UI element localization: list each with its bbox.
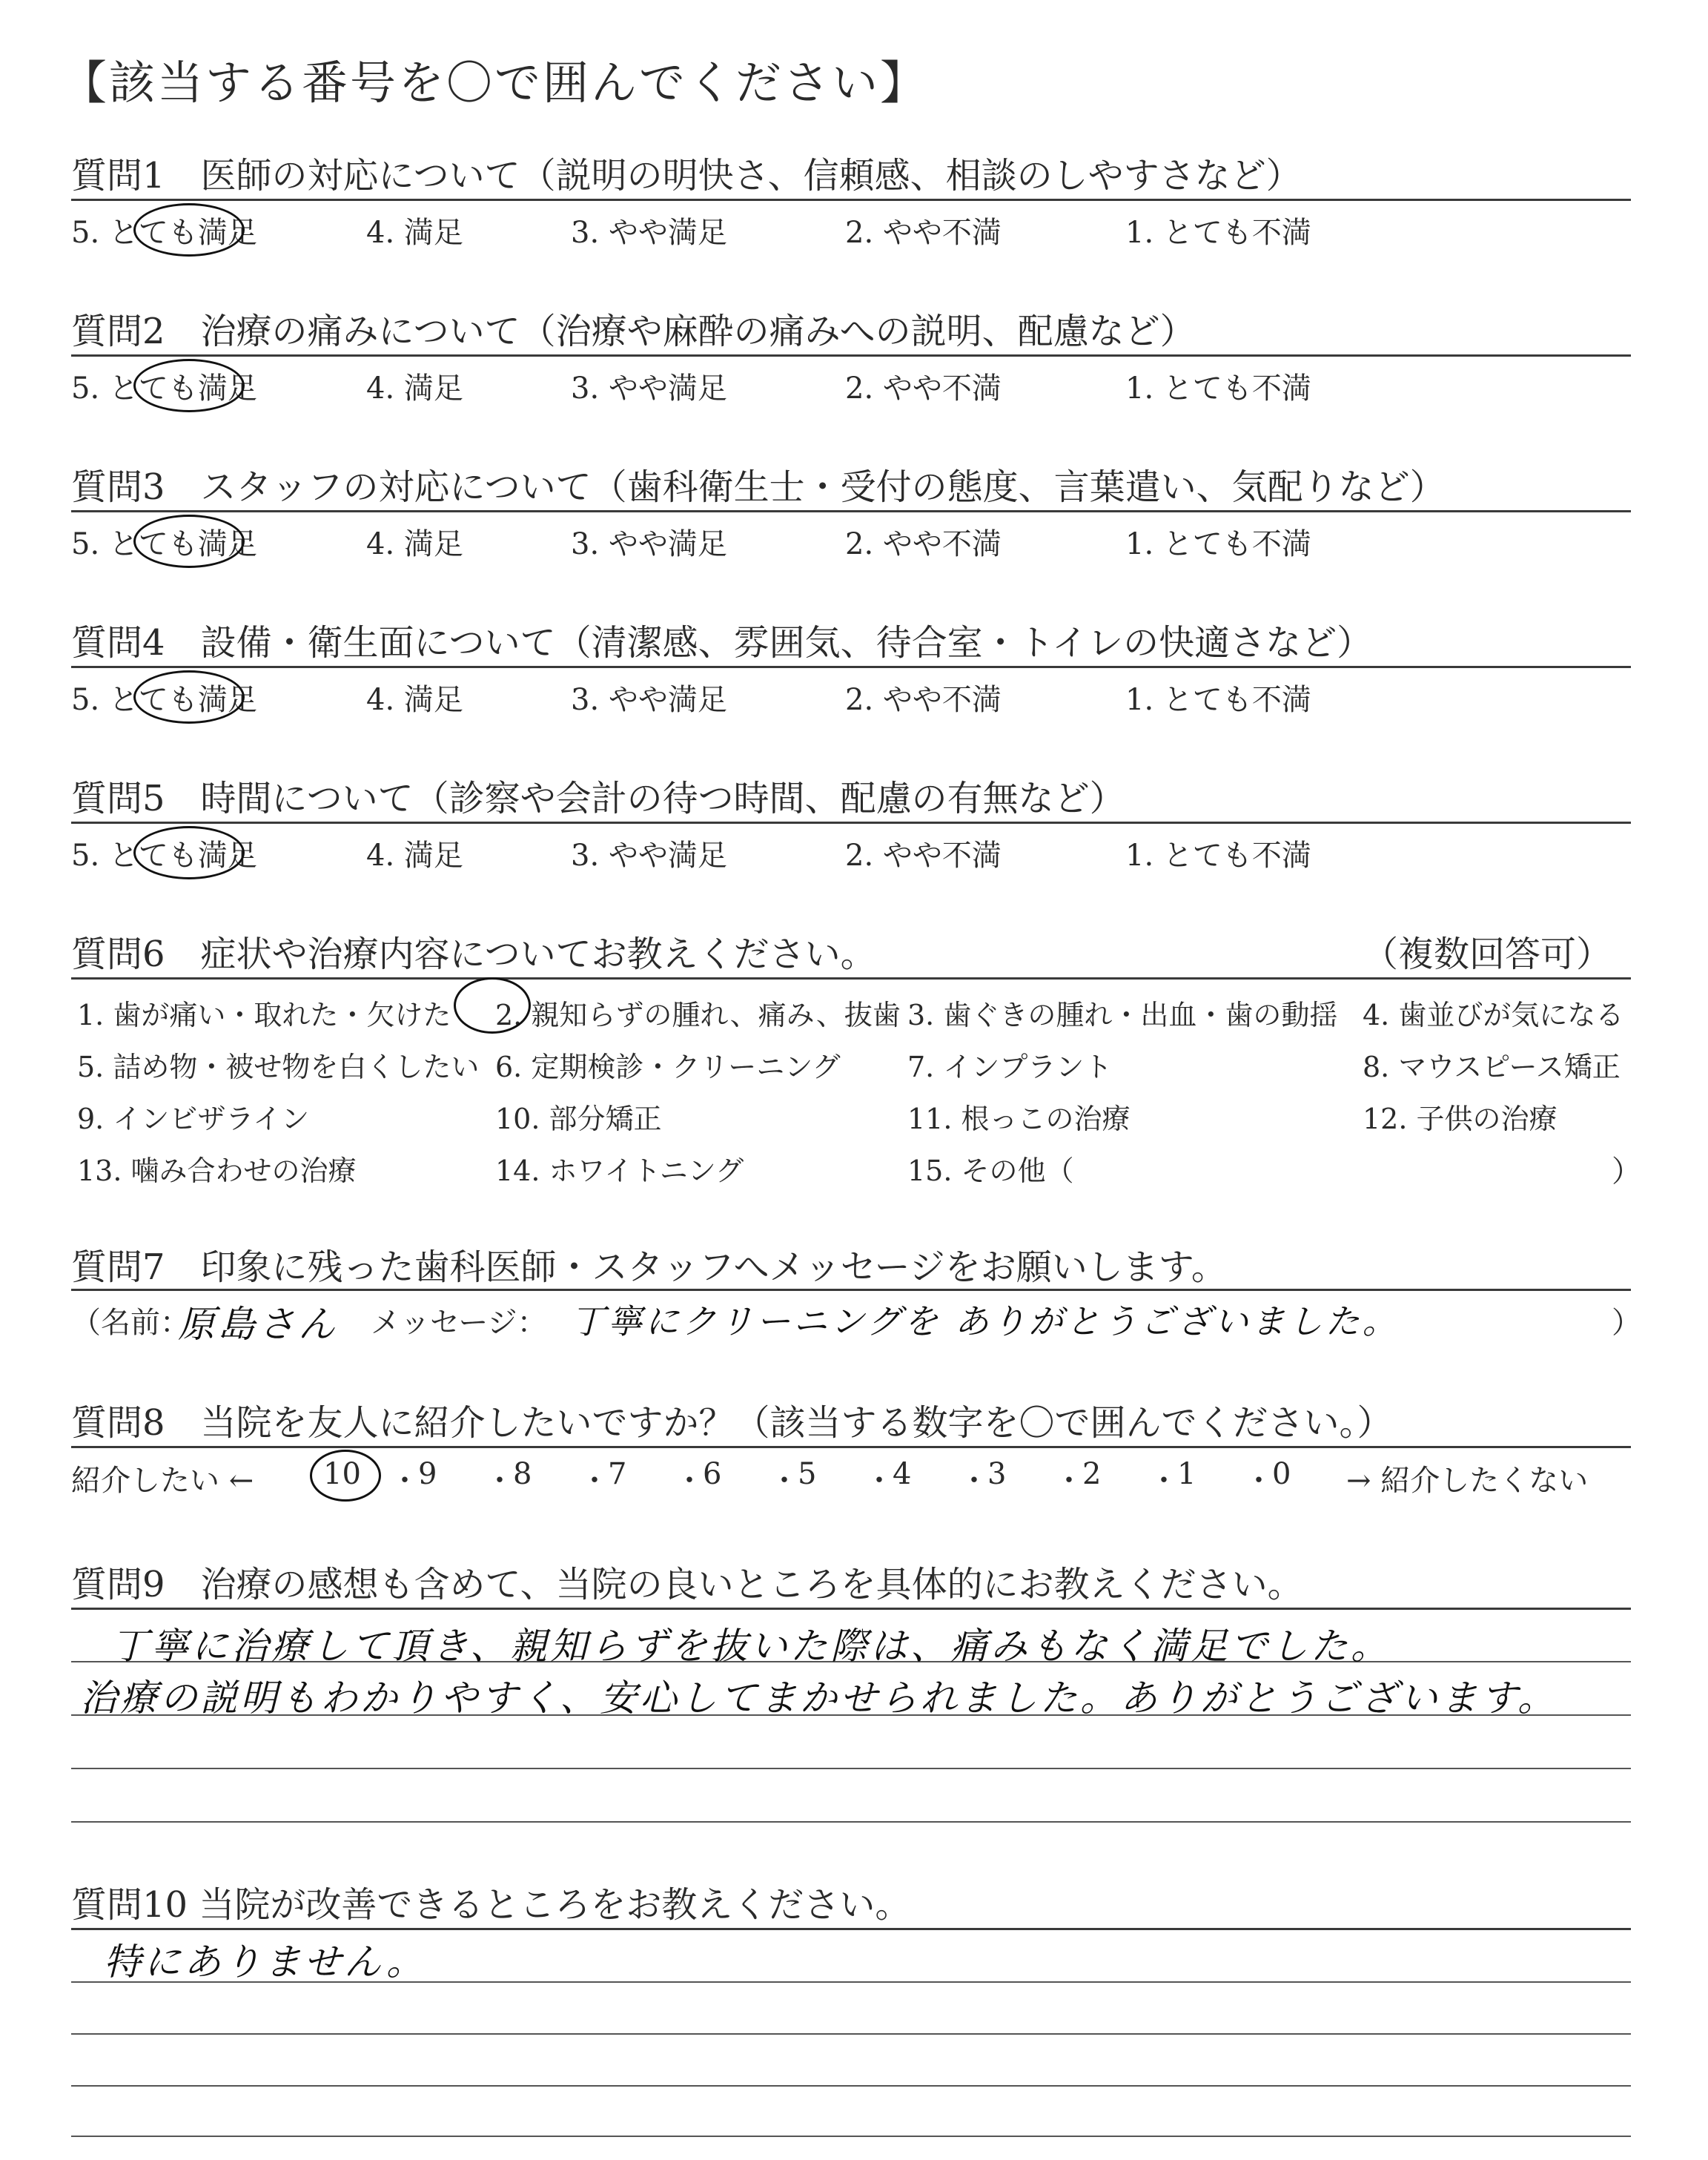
q7-message-value: 丁寧にクリーニングを ありがとうございました。 [571,1301,1400,1341]
q8-option-7[interactable]: 7 [608,1457,627,1491]
q8-option-3[interactable]: 3 [987,1457,1007,1491]
q2-option-1[interactable]: 1. とても不満 [1125,371,1311,406]
q10-rule-1 [71,1928,1631,1930]
q8-option-1[interactable]: 1 [1177,1457,1196,1491]
q6-option-3[interactable]: 3. 歯ぐきの腫れ・出血・歯の動揺 [907,999,1338,1031]
q9-rule-5 [71,1821,1631,1823]
q3-title: 質問3 スタッフの対応について（歯科衛生士・受付の態度、言葉遣い、気配りなど） [71,466,1446,508]
page-header: 【該当する番号を〇で囲んでください】 [61,56,929,110]
q8-separator-dot: ・ [769,1464,799,1498]
q5-option-1[interactable]: 1. とても不満 [1125,839,1311,873]
q6-selection-circle [454,977,531,1034]
q7-title: 質問7 印象に残った歯科医師・スタッフへメッセージをお願いします。 [71,1246,1227,1288]
q6-option-1[interactable]: 1. 歯が痛い・取れた・欠けた [77,999,451,1031]
q5-title: 質問5 時間について（診察や会計の待つ時間、配慮の有無など） [71,778,1125,819]
q4-option-3[interactable]: 3. やや満足 [571,683,727,717]
q10-title: 質問10 当院が改善できるところをお教えください。 [71,1884,911,1926]
q2-title: 質問2 治療の痛みについて（治療や麻酔の痛みへの説明、配慮など） [71,311,1196,352]
q3-option-4[interactable]: 4. 満足 [366,527,463,561]
q8-option-9[interactable]: 9 [418,1457,437,1491]
q8-option-8[interactable]: 8 [513,1457,532,1491]
q8-separator-dot: ・ [1149,1464,1179,1498]
q1-option-1[interactable]: 1. とても不満 [1125,216,1311,250]
q6-note: （複数回答可） [1363,934,1612,975]
q4-selection-circle [133,670,245,724]
q1-title: 質問1 医師の対応について（説明の明快さ、信頼感、相談のしやすさなど） [71,155,1302,196]
q9-rule-1 [71,1608,1631,1610]
q8-right-label: → 紹介したくない [1346,1464,1589,1498]
q6-option-9[interactable]: 9. インビザライン [77,1103,310,1135]
q8-separator-dot: ・ [580,1464,609,1498]
q6-option-15[interactable]: 15. その他（ [907,1155,1074,1187]
q8-separator-dot: ・ [675,1464,704,1498]
q6-option-4[interactable]: 4. 歯並びが気になる [1363,999,1624,1031]
q5-option-2[interactable]: 2. やや不満 [845,839,1002,873]
q2-selection-circle [133,359,245,412]
q6-option-10[interactable]: 10. 部分矯正 [495,1103,662,1135]
q7-name-value: 原島さん [178,1303,338,1346]
q3-selection-circle [133,515,245,568]
q8-left-label: 紹介したい ← [71,1464,254,1498]
q1-rule [71,199,1631,201]
q7-rule [71,1289,1631,1291]
q4-option-4[interactable]: 4. 満足 [366,683,463,717]
q8-separator-dot: ・ [390,1464,420,1498]
q8-separator-dot: ・ [1054,1464,1084,1498]
q4-option-2[interactable]: 2. やや不満 [845,683,1002,717]
q6-option-8[interactable]: 8. マウスピース矯正 [1363,1051,1621,1083]
q8-separator-dot: ・ [959,1464,989,1498]
q9-rule-4 [71,1768,1631,1769]
q7-name-label: （名前： [71,1306,190,1340]
q6-option-13[interactable]: 13. 噛み合わせの治療 [77,1155,357,1187]
q8-rule [71,1446,1631,1448]
q8-option-5[interactable]: 5 [798,1457,817,1491]
q8-separator-dot: ・ [864,1464,894,1498]
q2-option-3[interactable]: 3. やや満足 [571,371,727,406]
q5-option-3[interactable]: 3. やや満足 [571,839,727,873]
q5-selection-circle [133,826,245,879]
q10-rule-5 [71,2136,1631,2137]
q6-option-7[interactable]: 7. インプラント [907,1051,1113,1083]
q8-separator-dot: ・ [485,1464,514,1498]
q1-option-4[interactable]: 4. 満足 [366,216,463,250]
q6-option-11[interactable]: 11. 根っこの治療 [907,1103,1131,1135]
q2-option-2[interactable]: 2. やや不満 [845,371,1002,406]
q5-option-5[interactable]: 5. とても満足 [71,839,257,873]
q3-rule [71,510,1631,512]
q6-option-14[interactable]: 14. ホワイトニング [495,1155,744,1187]
q4-title: 質問4 設備・衛生面について（清潔感、雰囲気、待合室・トイレの快適さなど） [71,622,1373,664]
q6-option-5[interactable]: 5. 詰め物・被せ物を白くしたい [77,1051,480,1083]
q6-option-12[interactable]: 12. 子供の治療 [1363,1103,1558,1135]
q8-option-0[interactable]: 0 [1272,1457,1291,1491]
q3-option-1[interactable]: 1. とても不満 [1125,527,1311,561]
q5-rule [71,822,1631,824]
q8-separator-dot: ・ [1244,1464,1274,1498]
q6-rule [71,977,1631,980]
q8-option-6[interactable]: 6 [703,1457,722,1491]
q6-close-paren: ） [1612,1155,1641,1189]
q7-close-paren: ） [1612,1306,1641,1340]
q6-option-6[interactable]: 6. 定期検診・クリーニング [495,1051,841,1083]
q8-option-10[interactable]: 10 [323,1457,361,1491]
q1-option-3[interactable]: 3. やや満足 [571,216,727,250]
q6-option-2[interactable]: 2. 親知らずの腫れ、痛み、抜歯 [495,999,901,1031]
q3-option-5[interactable]: 5. とても満足 [71,527,257,561]
q2-option-5[interactable]: 5. とても満足 [71,371,257,406]
q9-answer-line-2: 治療の説明もわかりやすく、安心してまかせられました。ありがとうございます。 [80,1677,1558,1720]
q7-message-label: メッセージ： [371,1306,547,1340]
q5-option-4[interactable]: 4. 満足 [366,839,463,873]
q8-option-2[interactable]: 2 [1082,1457,1102,1491]
q3-option-2[interactable]: 2. やや不満 [845,527,1002,561]
q10-rule-4 [71,2085,1631,2087]
q9-title: 質問9 治療の感想も含めて、当院の良いところを具体的にお教えください。 [71,1564,1303,1605]
q1-option-2[interactable]: 2. やや不満 [845,216,1002,250]
q9-answer-line-1: 丁寧に治療して頂き、親知らずを抜いた際は、痛みもなく満足でした。 [111,1625,1391,1668]
q10-answer-line-1: 特にありません。 [104,1941,426,1984]
q4-option-1[interactable]: 1. とても不満 [1125,683,1311,717]
q8-option-4[interactable]: 4 [893,1457,912,1491]
q1-selection-circle [133,203,245,257]
q2-option-4[interactable]: 4. 満足 [366,371,463,406]
q8-title: 質問8 当院を友人に紹介したいですか？（該当する数字を〇で囲んでください。） [71,1402,1393,1444]
q6-title: 質問6 症状や治療内容についてお教えください。 [71,934,876,975]
q3-option-3[interactable]: 3. やや満足 [571,527,727,561]
q4-rule [71,666,1631,668]
q10-rule-3 [71,2033,1631,2035]
q4-option-5[interactable]: 5. とても満足 [71,683,257,717]
q8-selection-circle [310,1450,381,1502]
q2-rule [71,354,1631,357]
q1-option-5[interactable]: 5. とても満足 [71,216,257,250]
